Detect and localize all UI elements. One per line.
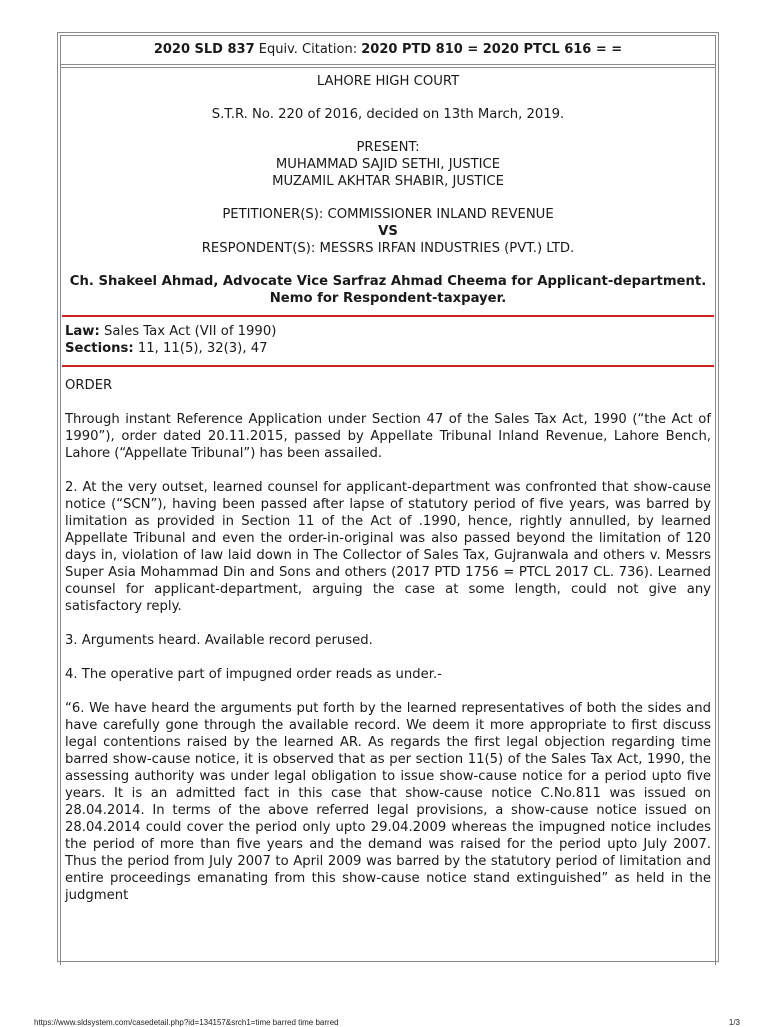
paragraph-1: Through instant Reference Application under Section 47 of the Sales Tax Act, 1990 (“the Act of 1990”), order dated 20.11.2015, passed by Appellate Tribunal Inland Revenue, Lahore Bench, Lahore (“Appellate Tribunal”) has been assailed.: [65, 412, 711, 461]
sections-line: [65, 340, 711, 357]
respondent: RESPONDENT(S): MESSRS IRFAN INDUSTRIES (PVT.) LTD.: [201, 241, 575, 256]
counsel-applicant: Ch. Shakeel Ahmad, Advocate Vice Sarfraz Ahmad Cheema for Applicant-department.: [69, 274, 707, 289]
equiv-citation-value: 2020 PTD 810 = 2020 PTCL 616 = =: [361, 42, 623, 57]
sections-value: 11, 11(5), 32(3), 47: [137, 341, 268, 356]
order-heading: ORDER: [65, 378, 113, 393]
counsel-respondent: Nemo for Respondent-taxpayer.: [269, 291, 507, 306]
footer-url: https://www.sldsystem.com/casedetail.php?id=134157&srch1=time barred time barred: [34, 1018, 339, 1027]
document-frame: [57, 32, 719, 962]
case-number: S.T.R. No. 220 of 2016, decided on 13th March, 2019.: [211, 107, 565, 122]
law-line: [65, 323, 711, 340]
paragraph-3: 3. Arguments heard. Available record perused.: [65, 633, 373, 648]
petitioner: PETITIONER(S): COMMISSIONER INLAND REVENUE: [222, 207, 554, 222]
footer-page-number: 1/3: [728, 1018, 740, 1027]
versus: VS: [378, 224, 398, 239]
equiv-citation-label: Equiv. Citation:: [258, 42, 358, 57]
sld-citation: 2020 SLD 837: [153, 42, 255, 57]
judge-2: MUZAMIL AKHTAR SHABIR, JUSTICE: [272, 174, 504, 189]
judge-1: MUHAMMAD SAJID SETHI, JUSTICE: [275, 157, 501, 172]
paragraph-2: 2. At the very outset, learned counsel for applicant-department was confronted that show-cause notice (“SCN”), having been passed after lapse of statutory period of five years, was barred by limitation as provided in Section 11 of the Act of .1990, hence, rightly annulled, by learned Appellate Tribunal and even the order-in-original was also passed beyond the limitation of 120 days in, violation of law laid down in The Collector of Sales Tax, Gujranwala and others v. Messrs Super Asia Mohammad Din and Sons and others (2017 PTD 1756 = PTCL 2017 CL. 736). Learned counsel for applicant-department, arguing the case at some length, could not give any satisfactory reply.: [65, 480, 711, 614]
case-header: [61, 67, 715, 315]
sections-label: Sections:: [65, 341, 134, 356]
document-inner: [60, 35, 716, 965]
law-value: Sales Tax Act (VII of 1990): [103, 324, 277, 339]
citation-bar: [61, 35, 715, 65]
order-body: [61, 367, 715, 904]
court-name: LAHORE HIGH COURT: [316, 74, 460, 89]
law-block: [61, 317, 715, 365]
present-label: PRESENT:: [356, 140, 420, 155]
law-label: Law:: [65, 324, 100, 339]
paragraph-4: 4. The operative part of impugned order reads as under.-: [65, 667, 442, 682]
paragraph-5: “6. We have heard the arguments put forth by the learned representatives of both the sides and have carefully gone through the available record. We deem it more appropriate to first discuss legal contentions raised by the learned AR. As regards the first legal objection regarding time barred show-cause notice, it is observed that as per section 11(5) of the Sales Tax Act, 1990, the assessing authority was under legal obligation to issue show-cause notice for a period upto five years. It is an admitted fact in this case that show-cause notice C.No.811 was issued on 28.04.2014. In terms of the above referred legal provisions, a show-cause notice issued on 28.04.2014 could cover the period only upto 29.04.2009 whereas the impugned notice includes the period of more than five years and the demand was raised for the period upto July 2007. Thus the period from July 2007 to April 2009 was barred by the statutory period of limitation and entire proceedings emanating from this show-cause notice stand extinguished” as held in the judgment: [65, 701, 711, 903]
